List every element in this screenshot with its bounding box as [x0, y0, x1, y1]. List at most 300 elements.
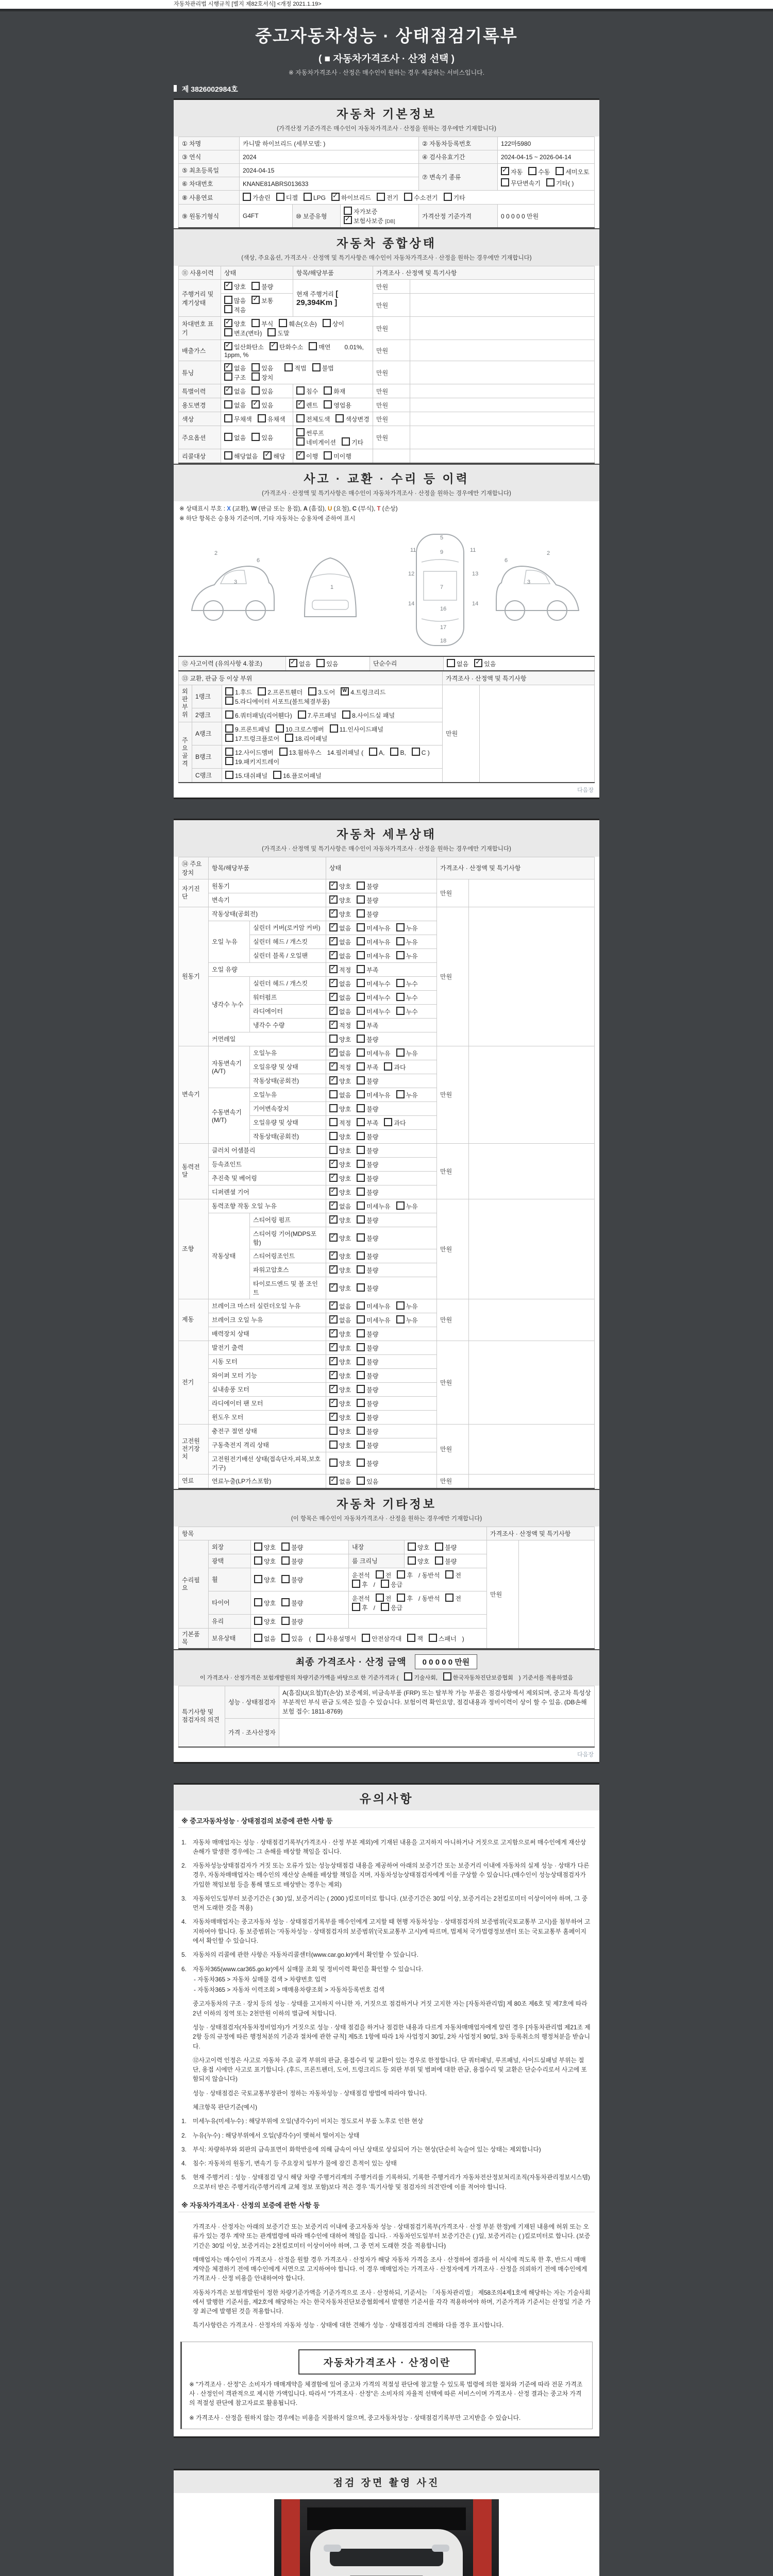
checkbox[interactable]: [329, 1076, 338, 1084]
rank-items: [222, 768, 443, 783]
checkbox[interactable]: [251, 433, 260, 441]
checkbox-option: [357, 1146, 378, 1155]
state-checks: [326, 976, 437, 990]
checkbox[interactable]: [243, 193, 251, 201]
state-checks: [221, 340, 373, 361]
checkbox[interactable]: [329, 1265, 338, 1274]
checkbox[interactable]: [412, 748, 420, 756]
next-page-link[interactable]: 다음장: [577, 787, 594, 793]
checkbox[interactable]: [324, 386, 332, 395]
checkbox[interactable]: [357, 923, 365, 931]
checkbox-option: [397, 1570, 413, 1580]
checkbox-option: [357, 1343, 378, 1352]
checkbox[interactable]: [335, 414, 344, 422]
checkbox[interactable]: [384, 1118, 392, 1126]
checkbox[interactable]: [251, 400, 260, 409]
checkbox[interactable]: [396, 951, 405, 959]
checkbox-label: 없음: [234, 434, 246, 442]
checkbox[interactable]: [224, 451, 232, 460]
notice-item-text: 자동차 매매업자는 성능 · 상태점검기록부(가격조사 · 산정 부분 제외)에 기재된 내용을 고지하지 아니하거나 거짓으로 고지함으로써 매수인에게 재산상 손해가 발생한 경우에는 그 손해를 배상할 책임을 집니다.: [193, 1838, 586, 1855]
checkbox[interactable]: [254, 1556, 262, 1565]
checkbox[interactable]: [443, 1672, 451, 1681]
checkbox[interactable]: [251, 319, 260, 327]
state-checks: [221, 317, 373, 340]
checkbox[interactable]: [329, 1283, 338, 1292]
simple-repair-checks: [444, 656, 595, 671]
checkbox[interactable]: [279, 319, 287, 327]
checkbox[interactable]: [329, 1315, 338, 1324]
checkbox[interactable]: [276, 724, 284, 733]
checkbox-label: 양호: [264, 1618, 276, 1625]
checkbox[interactable]: [447, 659, 455, 667]
checkbox[interactable]: [329, 1035, 338, 1043]
checkbox[interactable]: [224, 386, 232, 395]
checkbox[interactable]: [357, 1385, 365, 1393]
checkbox[interactable]: [352, 1603, 360, 1611]
checkbox[interactable]: [329, 1132, 338, 1140]
checkbox[interactable]: [225, 757, 233, 765]
checkbox-label: 기타( ): [556, 179, 574, 187]
checkbox[interactable]: [329, 1215, 338, 1224]
checkbox[interactable]: [357, 1146, 365, 1154]
checkbox[interactable]: [263, 451, 272, 460]
checkbox[interactable]: [396, 1301, 405, 1310]
checkbox[interactable]: [357, 1021, 365, 1029]
checkbox[interactable]: [254, 1575, 262, 1583]
checkbox[interactable]: [281, 1575, 290, 1583]
checkbox[interactable]: [362, 1634, 370, 1642]
token-text: 이 가격조사 · 산정가격은 보험개발원의 차량기준가액을 바탕으로 한 기준가격과 (: [199, 1674, 399, 1681]
checkbox[interactable]: [357, 1188, 365, 1196]
checkbox[interactable]: [376, 1570, 384, 1579]
checkbox[interactable]: [329, 1090, 338, 1098]
checkbox[interactable]: [357, 1371, 365, 1379]
checkbox[interactable]: [357, 1413, 365, 1421]
checkbox[interactable]: [357, 882, 365, 890]
checkbox[interactable]: [357, 1090, 365, 1098]
checkbox[interactable]: [224, 400, 232, 409]
notice-item: [181, 1894, 592, 1913]
checkbox[interactable]: [528, 167, 536, 175]
checkbox[interactable]: [312, 363, 321, 371]
state-checks: [221, 449, 293, 464]
section-title: 자동차 기본정보: [337, 107, 436, 121]
state-checks: [221, 398, 293, 412]
checkbox-option: [342, 437, 363, 447]
checkbox-option: [357, 1132, 378, 1141]
checkbox[interactable]: [357, 1118, 365, 1126]
checkbox-label: 불량: [366, 1189, 379, 1196]
checkbox[interactable]: [329, 1371, 338, 1379]
checkbox[interactable]: [435, 1556, 443, 1565]
table-row: ⑤ 최초등록일 2024-04-15 ⑦ 변속기 종류 ✓자동 수동 세미오토 무단변속기 기타( ): [179, 164, 595, 177]
checkbox[interactable]: [316, 659, 325, 667]
checkbox[interactable]: [357, 1233, 365, 1242]
checkbox[interactable]: [298, 710, 306, 719]
checkbox-option: [357, 965, 378, 974]
checkbox[interactable]: [357, 1048, 365, 1057]
checkbox[interactable]: [357, 1283, 365, 1292]
checkbox[interactable]: [390, 748, 398, 756]
checkbox[interactable]: [296, 437, 305, 446]
checkbox[interactable]: [397, 1570, 405, 1579]
checkbox[interactable]: [396, 923, 405, 931]
checkbox[interactable]: [357, 1076, 365, 1084]
checkbox[interactable]: [296, 386, 305, 395]
checkbox[interactable]: [342, 437, 350, 446]
checkbox[interactable]: [254, 1543, 262, 1551]
checkbox[interactable]: [404, 193, 412, 201]
checkbox[interactable]: [329, 895, 338, 904]
checkbox[interactable]: [396, 979, 405, 987]
checkbox[interactable]: [329, 1343, 338, 1351]
notice-item: [181, 2222, 592, 2250]
checkbox[interactable]: [357, 1215, 365, 1224]
checkbox[interactable]: [329, 1399, 338, 1407]
checkbox-option: [357, 1048, 390, 1058]
inspection-photo-front: [274, 2499, 499, 2576]
checkbox[interactable]: [329, 923, 338, 931]
checkbox[interactable]: [323, 319, 331, 327]
notice-item-text: 미세누유(미세누수) : 해당부위에 오일(냉각수)이 비치는 정도로서 부품 노후로 인한 현상: [193, 2117, 424, 2125]
checkbox[interactable]: [357, 1132, 365, 1140]
checkbox-option: [329, 895, 351, 905]
checkbox[interactable]: [304, 193, 312, 201]
checkbox[interactable]: [225, 724, 233, 733]
checkbox-option: [357, 937, 390, 946]
checkbox[interactable]: [329, 1385, 338, 1393]
notice-item-number: [181, 2255, 193, 2283]
price-remark: [469, 1199, 595, 1299]
checkbox-option: [273, 771, 322, 780]
checkbox[interactable]: [342, 710, 350, 719]
checkbox-option: [429, 1634, 457, 1643]
checkbox[interactable]: [444, 193, 452, 201]
checkbox[interactable]: [344, 207, 352, 215]
checkbox[interactable]: [407, 1634, 415, 1642]
price-amount: 만원: [437, 1046, 469, 1143]
price-survey-box-title: 자동차가격조사 · 산정이란: [298, 2349, 476, 2375]
checkbox[interactable]: [308, 687, 316, 696]
checkbox[interactable]: [357, 937, 365, 945]
checkbox[interactable]: [224, 305, 232, 313]
checkbox-option: [357, 1440, 378, 1450]
checkbox-label: 불량: [366, 1358, 379, 1366]
checkbox[interactable]: [357, 1160, 365, 1168]
state-checks: [326, 1115, 437, 1129]
checkbox[interactable]: [254, 1598, 262, 1606]
checkbox-label: 양호: [339, 1133, 351, 1141]
checkbox[interactable]: [329, 1301, 338, 1310]
checkbox[interactable]: [556, 167, 564, 175]
checkbox[interactable]: [357, 1315, 365, 1324]
checkbox[interactable]: [501, 178, 509, 187]
checkbox[interactable]: [331, 193, 340, 201]
checkbox-option: [331, 193, 371, 202]
checkbox[interactable]: [251, 363, 260, 371]
checkbox[interactable]: [224, 296, 232, 304]
item-label: 실린더 헤드 / 개스킷: [250, 935, 326, 948]
item-label: 룸 크리닝: [349, 1554, 405, 1568]
checkbox-label: 양호: [264, 1544, 276, 1551]
checkbox[interactable]: [329, 1174, 338, 1182]
checkbox[interactable]: [329, 882, 338, 890]
checkbox[interactable]: [225, 734, 233, 742]
checkbox[interactable]: [251, 282, 260, 290]
checkbox[interactable]: [276, 193, 284, 201]
checkbox[interactable]: [404, 1672, 412, 1681]
checkbox-label: 훼손(오손): [289, 320, 317, 328]
notice-list-2: [178, 2212, 595, 2333]
checkbox-option: [412, 748, 430, 756]
checkbox-option: [357, 1329, 378, 1338]
checkbox[interactable]: [357, 1174, 365, 1182]
checkbox[interactable]: [225, 687, 233, 696]
checkbox[interactable]: [224, 414, 232, 422]
checkbox[interactable]: [357, 1301, 365, 1310]
item-label: 등속죠인트: [209, 1157, 326, 1171]
checkbox[interactable]: [357, 1104, 365, 1112]
checkbox[interactable]: [357, 1399, 365, 1407]
price-remark: [469, 907, 595, 1046]
checkbox[interactable]: [352, 1580, 360, 1588]
table-row: [179, 1718, 595, 1747]
checkbox[interactable]: [224, 282, 232, 290]
checkbox-option: [329, 1021, 351, 1030]
item-label: 브레이크 마스터 실린더오일 누유: [209, 1299, 326, 1313]
checkbox[interactable]: [224, 433, 232, 441]
checkbox[interactable]: [397, 1594, 405, 1602]
checkbox[interactable]: [357, 1477, 365, 1485]
checkbox[interactable]: [429, 1634, 437, 1642]
warranty-db-tag: [DB]: [385, 219, 395, 225]
checkbox[interactable]: [408, 1556, 416, 1565]
checkbox[interactable]: [546, 178, 554, 187]
checkbox[interactable]: [435, 1543, 443, 1551]
checkbox-option: [224, 433, 246, 442]
checkbox[interactable]: [445, 1570, 453, 1579]
state-checks: [251, 1554, 349, 1568]
state-checks: [405, 1554, 487, 1568]
checkbox[interactable]: [329, 1357, 338, 1365]
checkbox[interactable]: [329, 1201, 338, 1210]
checkbox-option: [329, 1399, 351, 1408]
checkbox-label: 불량: [291, 1599, 304, 1607]
inspector-comment: A(흠집)U(요철)T(손상) 보증제외, 비금속부품 (FRP) 또는 탈부착 가능 부품은 점검사항에서 제외되며, 중고차 특성상 부분적인 부식 판금 도색은 있을 수 있습니다. 보험이력 확인요망, 점검내용과 정비이력이 상이 할 수 있음. (DB손해보험 접수: 1811-8769): [279, 1686, 595, 1718]
checkbox[interactable]: [329, 1477, 338, 1485]
checkbox[interactable]: [396, 1048, 405, 1057]
checkbox-label: 매연: [318, 344, 331, 351]
item-label: 브레이크 오일 누유: [209, 1313, 326, 1327]
checkbox[interactable]: [357, 1007, 365, 1015]
checkbox[interactable]: [357, 1251, 365, 1260]
checkbox[interactable]: [251, 386, 260, 395]
checkbox[interactable]: [225, 710, 233, 719]
checkbox-label: 렌트: [306, 402, 318, 409]
section-photos: 점검 장면 촬영 사진: [174, 2470, 599, 2493]
checkbox[interactable]: [357, 1357, 365, 1365]
svg-text:13: 13: [472, 570, 479, 577]
checkbox[interactable]: [357, 1201, 365, 1210]
checkbox[interactable]: [381, 1580, 389, 1588]
checkbox[interactable]: [279, 748, 288, 756]
checkbox[interactable]: [396, 1007, 405, 1015]
item-label: 보유상태: [209, 1628, 251, 1649]
checkbox[interactable]: [324, 400, 332, 409]
item-label: 스티어링 기어(MDPS포함): [250, 1227, 326, 1249]
checkbox[interactable]: [329, 951, 338, 959]
checkbox[interactable]: [225, 697, 233, 705]
checkbox[interactable]: [396, 1315, 405, 1324]
section-other-info: 자동차 기타정보 (이 항목은 매수인이 자동차가격조사 · 산정을 원하는 경우에만 기재합니다): [174, 1489, 599, 1527]
checkbox[interactable]: [501, 167, 509, 175]
checkbox[interactable]: [225, 748, 233, 756]
checkbox-option: [357, 882, 378, 891]
checkbox[interactable]: [329, 1188, 338, 1196]
checkbox[interactable]: [396, 1090, 405, 1098]
checkbox[interactable]: [357, 951, 365, 959]
checkbox[interactable]: [396, 993, 405, 1001]
checkbox[interactable]: [281, 1634, 290, 1642]
next-page-link[interactable]: 다음장: [577, 1751, 594, 1758]
checkbox[interactable]: [329, 1459, 338, 1467]
checkbox[interactable]: [224, 342, 232, 350]
checkbox[interactable]: [445, 1594, 453, 1602]
checkbox[interactable]: [357, 1265, 365, 1274]
checkbox[interactable]: [357, 909, 365, 918]
checkbox[interactable]: [357, 1343, 365, 1351]
checkbox-option: [327, 748, 363, 757]
checkbox[interactable]: [273, 771, 281, 779]
checkbox[interactable]: [284, 363, 293, 371]
checkbox[interactable]: [329, 1413, 338, 1421]
checkbox[interactable]: [270, 342, 278, 350]
checkbox[interactable]: [267, 328, 276, 336]
empty-cell: [349, 1614, 487, 1628]
checkbox[interactable]: [408, 1543, 416, 1551]
checkbox[interactable]: [258, 687, 266, 696]
checkbox[interactable]: [329, 1251, 338, 1260]
checkbox[interactable]: [251, 372, 260, 381]
checkbox-option: [251, 386, 273, 396]
checkbox-label: 14.필러패널 (: [327, 749, 364, 756]
checkbox[interactable]: [224, 363, 232, 371]
checkbox[interactable]: [296, 451, 305, 460]
checkbox[interactable]: [254, 1617, 262, 1625]
checkbox[interactable]: [377, 193, 385, 201]
checkbox[interactable]: [281, 1543, 290, 1551]
checkbox[interactable]: [329, 1048, 338, 1057]
state-checks: [326, 1213, 437, 1227]
checkbox[interactable]: [324, 451, 332, 460]
report-header: [0, 11, 773, 77]
model-year-value: 2024: [240, 150, 419, 164]
checkbox[interactable]: [254, 1634, 262, 1642]
checkbox[interactable]: [289, 659, 297, 667]
checkbox[interactable]: [258, 414, 266, 422]
checkbox[interactable]: [296, 414, 305, 422]
checkbox[interactable]: [344, 216, 352, 224]
checkbox-label: 10.크로스멤버: [285, 725, 324, 733]
checkbox[interactable]: [329, 1427, 338, 1435]
checkbox-label: 없음: [339, 1091, 351, 1099]
checkbox[interactable]: [376, 1594, 384, 1602]
checkbox[interactable]: [281, 1617, 290, 1625]
checkbox[interactable]: [281, 1598, 290, 1606]
checkbox[interactable]: [357, 1062, 365, 1071]
checkbox[interactable]: [384, 1062, 392, 1071]
checkbox[interactable]: [329, 909, 338, 918]
checkbox[interactable]: [329, 1104, 338, 1112]
checkbox-option: [357, 1265, 378, 1275]
checkbox[interactable]: [357, 979, 365, 987]
item-label: 오일 유량: [209, 962, 326, 976]
checkbox[interactable]: [369, 748, 377, 756]
checkbox[interactable]: [329, 1007, 338, 1015]
checkbox[interactable]: [329, 1160, 338, 1168]
checkbox[interactable]: [357, 965, 365, 973]
checkbox[interactable]: [329, 979, 338, 987]
checkbox[interactable]: [329, 965, 338, 973]
checkbox-label: 없음: [339, 1049, 351, 1057]
checkbox[interactable]: [329, 1146, 338, 1154]
state-checks: [326, 1157, 437, 1171]
checkbox[interactable]: [381, 1603, 389, 1611]
checkbox[interactable]: [309, 342, 317, 350]
checkbox-option: [281, 1543, 303, 1552]
checkbox[interactable]: [329, 1118, 338, 1126]
checkbox[interactable]: [357, 993, 365, 1001]
checkbox[interactable]: [357, 1459, 365, 1467]
checkbox[interactable]: [281, 1556, 290, 1565]
checkbox[interactable]: [396, 937, 405, 945]
checkbox[interactable]: [224, 372, 232, 381]
checkbox-label: 부족: [366, 966, 379, 974]
state-checks: [326, 1046, 437, 1060]
checkbox[interactable]: [329, 937, 338, 945]
checkbox[interactable]: [225, 771, 233, 779]
checkbox[interactable]: [224, 328, 232, 336]
price-remark: [410, 361, 595, 384]
state-checks: [326, 935, 437, 948]
checkbox-option: [251, 400, 273, 410]
checkbox[interactable]: [357, 895, 365, 904]
checkbox[interactable]: [357, 1329, 365, 1337]
checkbox[interactable]: [341, 687, 349, 696]
checkbox[interactable]: [296, 400, 305, 409]
checkbox[interactable]: [357, 1427, 365, 1435]
checkbox[interactable]: [329, 1440, 338, 1449]
checkbox[interactable]: [251, 296, 260, 304]
checkbox[interactable]: [474, 659, 482, 667]
checkbox[interactable]: [330, 724, 338, 733]
checkbox[interactable]: [329, 1329, 338, 1337]
checkbox[interactable]: [396, 1201, 405, 1210]
checkbox[interactable]: [285, 734, 293, 742]
checkbox[interactable]: [329, 1021, 338, 1029]
legend-desc: (판금 또는 용접),: [258, 506, 304, 512]
checkbox[interactable]: [329, 993, 338, 1001]
checkbox[interactable]: [224, 319, 232, 327]
checkbox-option: [329, 1251, 351, 1261]
checkbox[interactable]: [357, 1035, 365, 1043]
checkbox[interactable]: [316, 1634, 325, 1642]
checkbox[interactable]: [329, 1233, 338, 1242]
checkbox[interactable]: [296, 428, 305, 436]
checkbox[interactable]: [329, 1062, 338, 1071]
checkbox[interactable]: [357, 1440, 365, 1449]
checkbox-label: 양호: [264, 1557, 276, 1565]
